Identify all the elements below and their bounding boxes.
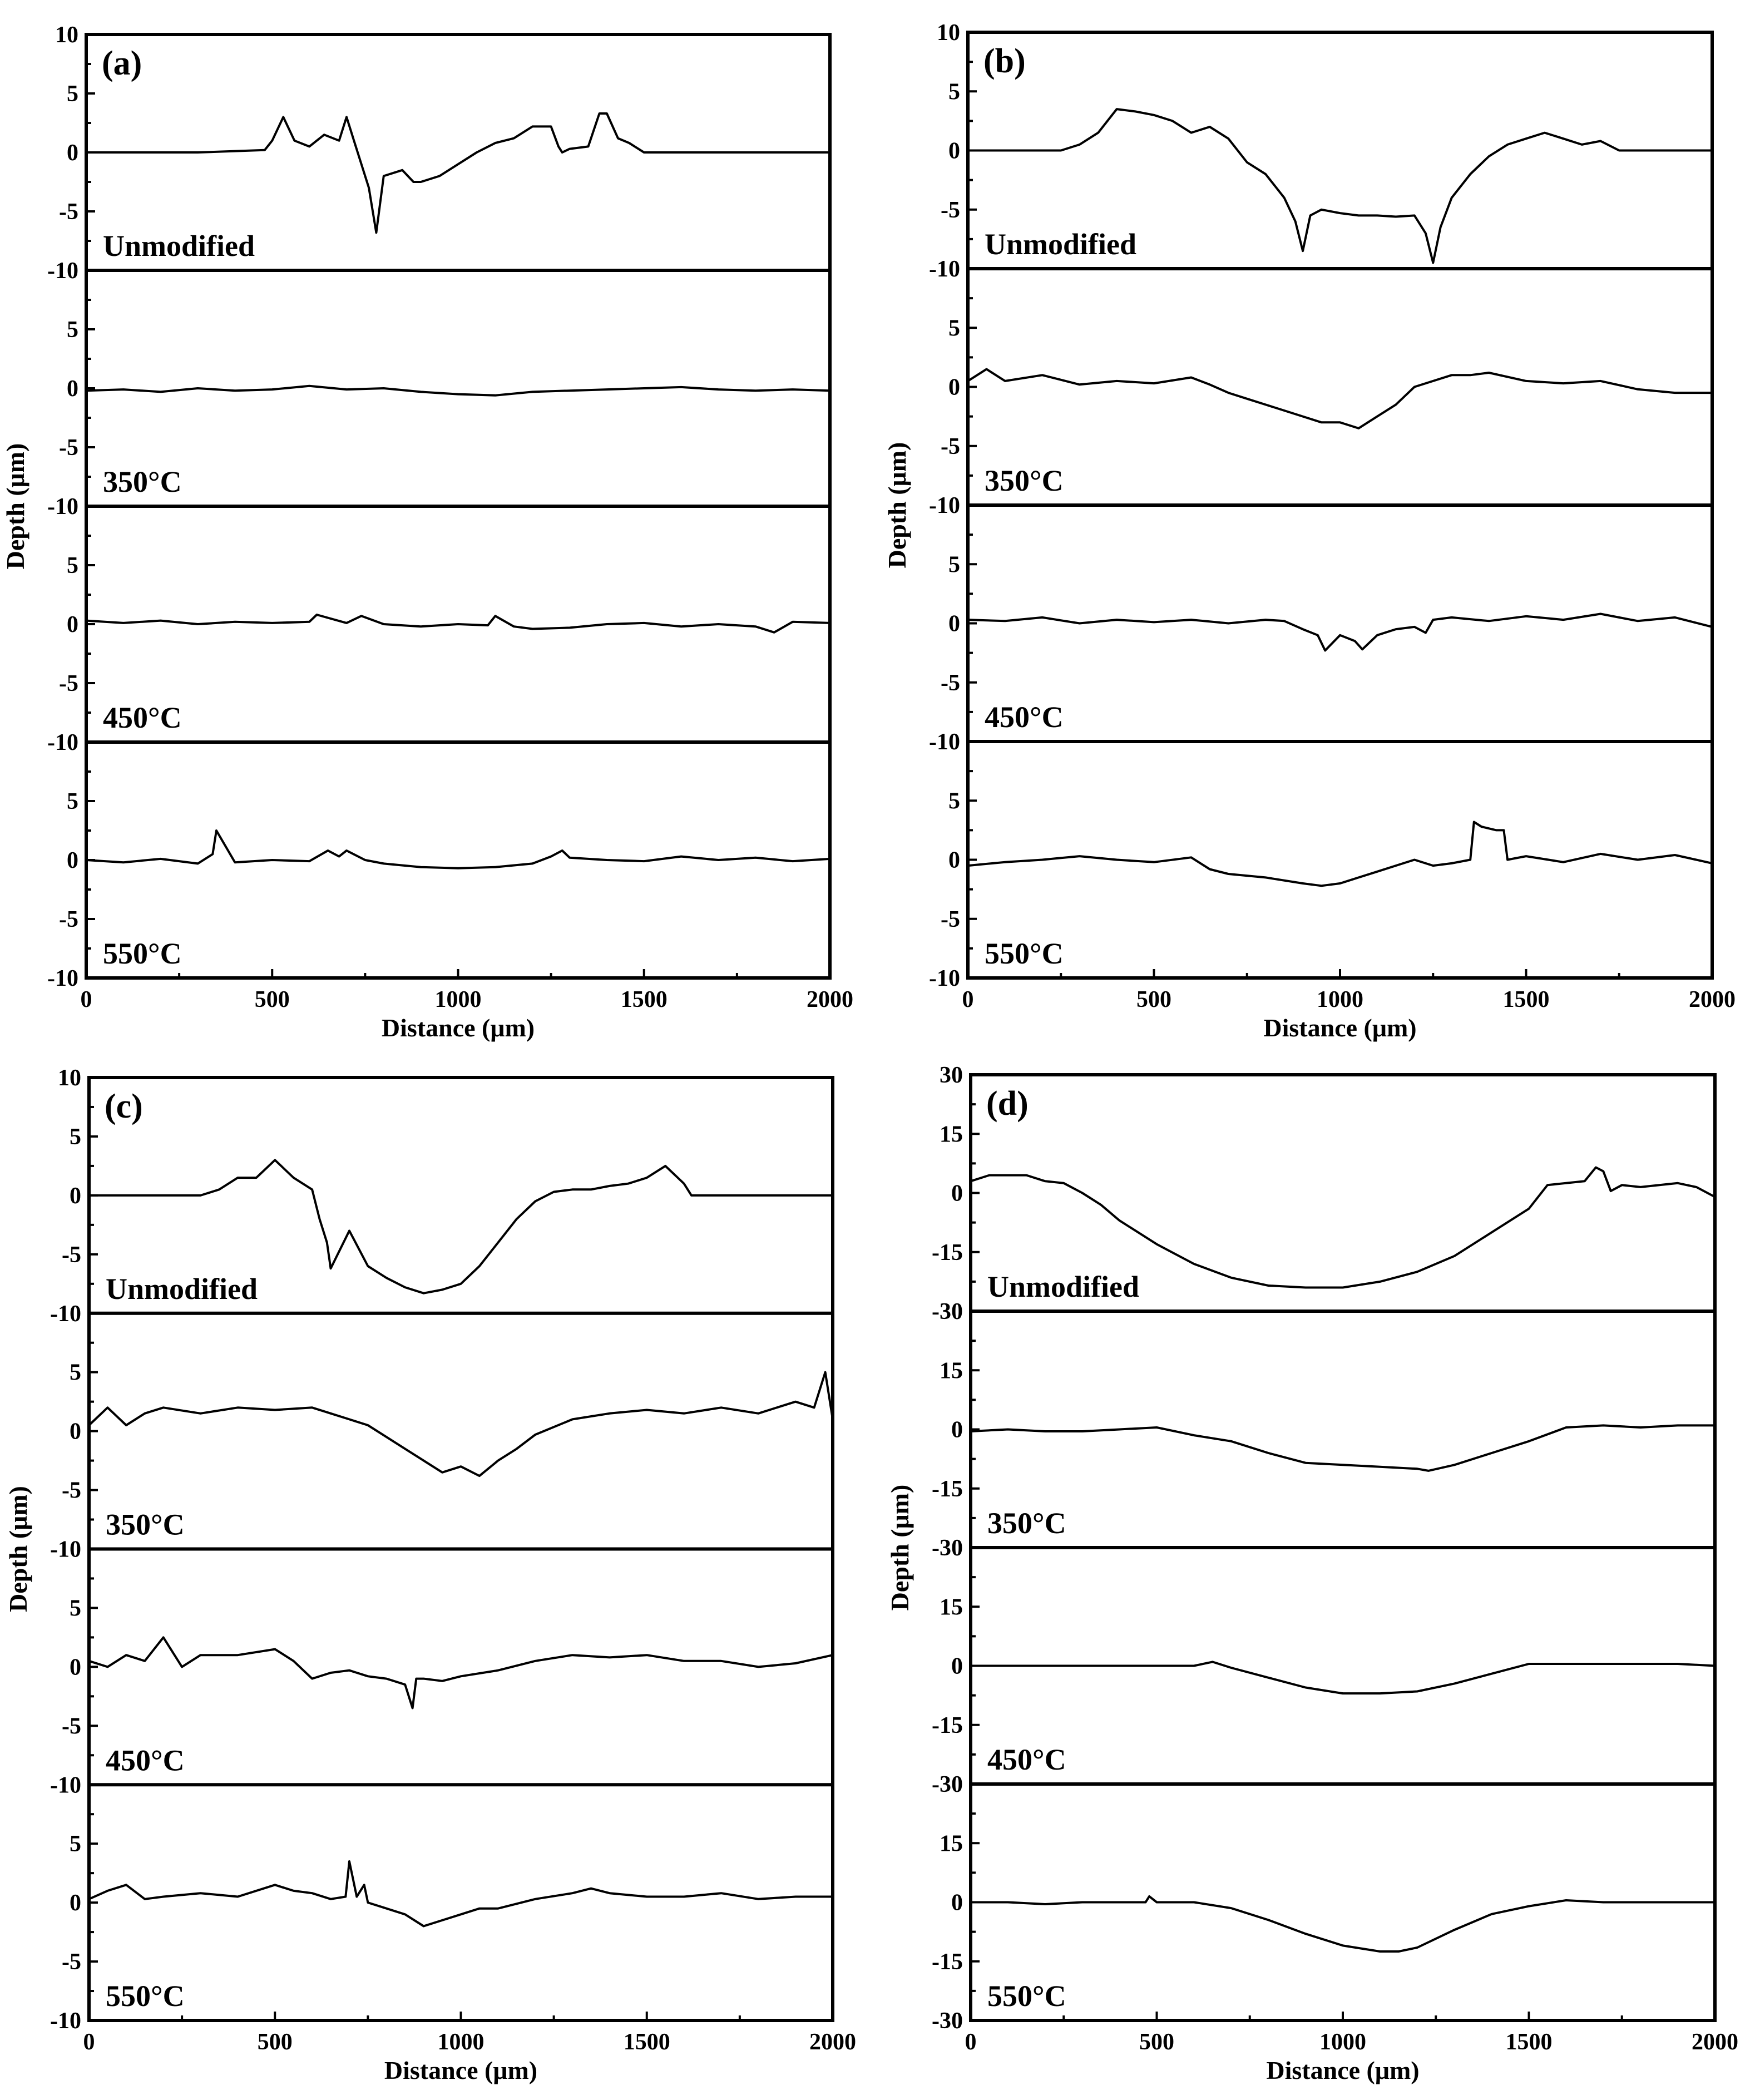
y-tick-label: 5 [70, 1831, 81, 1857]
subplot-label: 550°C [987, 1979, 1066, 2013]
y-tick-label: -10 [929, 256, 960, 282]
x-tick-label: 500 [1139, 2029, 1174, 2055]
y-tick-label: -10 [929, 493, 960, 518]
x-tick-label: 1500 [620, 987, 668, 1012]
y-tick-label: -10 [50, 1301, 81, 1327]
y-tick-label: 0 [948, 374, 960, 401]
x-axis-title: Distance (μm) [384, 2056, 538, 2084]
y-tick-label: -5 [62, 1713, 81, 1740]
y-tick-label: 0 [67, 376, 78, 402]
subplot-label: 450°C [103, 701, 182, 734]
y-tick-label: -5 [941, 906, 960, 932]
y-tick-label: -15 [932, 1239, 963, 1266]
x-tick-label: 500 [257, 2029, 293, 2055]
series-line-2 [968, 614, 1712, 651]
series-line-3 [89, 1861, 833, 1926]
y-tick-label: 5 [948, 552, 960, 578]
y-axis-title: Depth (μm) [4, 1486, 32, 1612]
y-tick-label: 10 [58, 1065, 81, 1091]
y-tick-label: 0 [951, 1417, 963, 1443]
subplot-label: Unmodified [106, 1272, 258, 1306]
y-tick-label: 15 [940, 1594, 963, 1620]
x-tick-label: 1000 [1317, 987, 1363, 1012]
y-tick-label: 5 [70, 1595, 81, 1622]
y-tick-label: 5 [948, 79, 960, 105]
y-tick-label: 10 [55, 22, 78, 48]
y-tick-label: -5 [62, 1478, 81, 1504]
subplot-label: 550°C [985, 937, 1064, 970]
x-axis-title: Distance (μm) [1266, 2056, 1420, 2084]
y-tick-label: -5 [59, 671, 78, 696]
y-tick-label: -10 [929, 729, 960, 755]
y-tick-label: -10 [50, 2008, 81, 2034]
y-tick-label: -10 [929, 966, 960, 991]
y-tick-label: 0 [67, 612, 78, 638]
series-line-1 [89, 1372, 833, 1476]
series-line-1 [971, 1425, 1715, 1471]
y-tick-label: -30 [932, 2008, 963, 2034]
panel-label: (a) [102, 45, 142, 82]
subplot-label: 450°C [985, 700, 1064, 734]
series-line-2 [971, 1662, 1715, 1693]
x-tick-label: 2000 [809, 2029, 856, 2055]
series-line-1 [968, 369, 1712, 428]
y-axis-title: Depth (μm) [886, 1484, 914, 1611]
y-tick-label: -15 [932, 1949, 963, 1975]
y-tick-label: -15 [932, 1712, 963, 1738]
y-tick-label: 0 [70, 1654, 81, 1681]
subplot-label: 350°C [987, 1506, 1066, 1540]
x-tick-label: 500 [1136, 987, 1171, 1012]
series-line-0 [86, 113, 830, 233]
y-tick-label: 0 [948, 847, 960, 873]
y-tick-label: -10 [47, 730, 78, 755]
y-tick-label: 5 [67, 317, 78, 343]
series-line-2 [89, 1637, 833, 1708]
x-axis-title: Distance (μm) [381, 1014, 535, 1042]
y-tick-label: 15 [940, 1831, 963, 1857]
y-tick-label: -30 [932, 1299, 963, 1325]
subplot-label: 550°C [106, 1979, 185, 2013]
x-tick-label: 0 [83, 2029, 95, 2055]
y-tick-label: 5 [67, 789, 78, 814]
y-tick-label: 30 [940, 1063, 963, 1088]
y-tick-label: 5 [67, 553, 78, 579]
x-tick-label: 1000 [1319, 2029, 1366, 2055]
y-tick-label: 0 [951, 1180, 963, 1207]
y-tick-label: -10 [47, 258, 78, 284]
x-tick-label: 500 [254, 987, 290, 1012]
panel-label: (c) [105, 1088, 143, 1125]
y-tick-label: -30 [932, 1535, 963, 1561]
subplot-label: Unmodified [987, 1270, 1140, 1303]
x-tick-label: 1500 [1505, 2029, 1553, 2055]
y-axis-title: Depth (μm) [883, 442, 911, 569]
y-tick-label: -10 [50, 1536, 81, 1563]
y-tick-label: 5 [948, 315, 960, 342]
y-axis-title: Depth (μm) [1, 443, 29, 570]
y-tick-label: 5 [67, 81, 78, 107]
subplot-label: Unmodified [103, 229, 255, 263]
x-tick-label: 1500 [623, 2029, 670, 2055]
y-tick-label: 0 [951, 1890, 963, 1916]
y-tick-label: -5 [941, 433, 960, 459]
panel-b [883, 20, 1736, 1042]
subplot-label: 350°C [985, 464, 1064, 497]
y-tick-label: -10 [50, 1772, 81, 1798]
x-tick-label: 2000 [807, 987, 853, 1012]
x-axis-title: Distance (μm) [1263, 1014, 1417, 1042]
subplot-label: 350°C [103, 465, 182, 498]
panel-label: (b) [983, 42, 1026, 80]
x-tick-label: 0 [80, 987, 92, 1012]
subplot-label: 550°C [103, 937, 182, 970]
panel-a [1, 22, 853, 1042]
y-tick-label: -5 [941, 197, 960, 223]
panel-label: (d) [986, 1085, 1029, 1123]
y-tick-label: 0 [67, 848, 78, 873]
x-tick-label: 0 [965, 2029, 977, 2055]
y-tick-label: -10 [47, 494, 78, 520]
y-tick-label: -10 [47, 966, 78, 991]
y-tick-label: 5 [948, 788, 960, 814]
subplot-label: 450°C [106, 1743, 185, 1777]
series-line-3 [86, 831, 830, 868]
panel-c [4, 1065, 856, 2084]
subplot-label: 350°C [106, 1508, 185, 1541]
y-tick-label: 5 [70, 1124, 81, 1150]
y-tick-label: -30 [932, 1772, 963, 1797]
x-tick-label: 1000 [434, 987, 482, 1012]
panel-d [886, 1063, 1738, 2084]
y-tick-label: -5 [62, 1242, 81, 1268]
y-tick-label: 0 [70, 1890, 81, 1916]
x-tick-label: 1500 [1502, 987, 1550, 1012]
x-tick-label: 2000 [1689, 987, 1736, 1012]
y-tick-label: 0 [67, 140, 78, 166]
y-tick-label: 15 [940, 1358, 963, 1384]
y-tick-label: -5 [59, 907, 78, 932]
series-line-1 [86, 386, 830, 396]
y-tick-label: 0 [70, 1183, 81, 1209]
y-tick-label: 0 [948, 611, 960, 637]
x-tick-label: 0 [962, 987, 974, 1012]
y-tick-label: 5 [70, 1360, 81, 1386]
series-line-3 [971, 1896, 1715, 1951]
y-tick-label: 0 [70, 1419, 81, 1445]
series-line-2 [86, 615, 830, 633]
x-tick-label: 1000 [437, 2029, 485, 2055]
subplot-label: Unmodified [985, 228, 1137, 261]
y-tick-label: -5 [941, 670, 960, 696]
y-tick-label: -5 [59, 435, 78, 461]
y-tick-label: 0 [951, 1653, 963, 1679]
y-tick-label: 10 [937, 20, 960, 46]
x-tick-label: 2000 [1692, 2029, 1738, 2055]
y-tick-label: 15 [940, 1121, 963, 1148]
y-tick-label: -5 [59, 199, 78, 225]
y-tick-label: -15 [932, 1476, 963, 1502]
subplot-label: 450°C [987, 1743, 1066, 1776]
y-tick-label: -5 [62, 1949, 81, 1975]
y-tick-label: 0 [948, 138, 960, 164]
series-line-3 [968, 822, 1712, 886]
